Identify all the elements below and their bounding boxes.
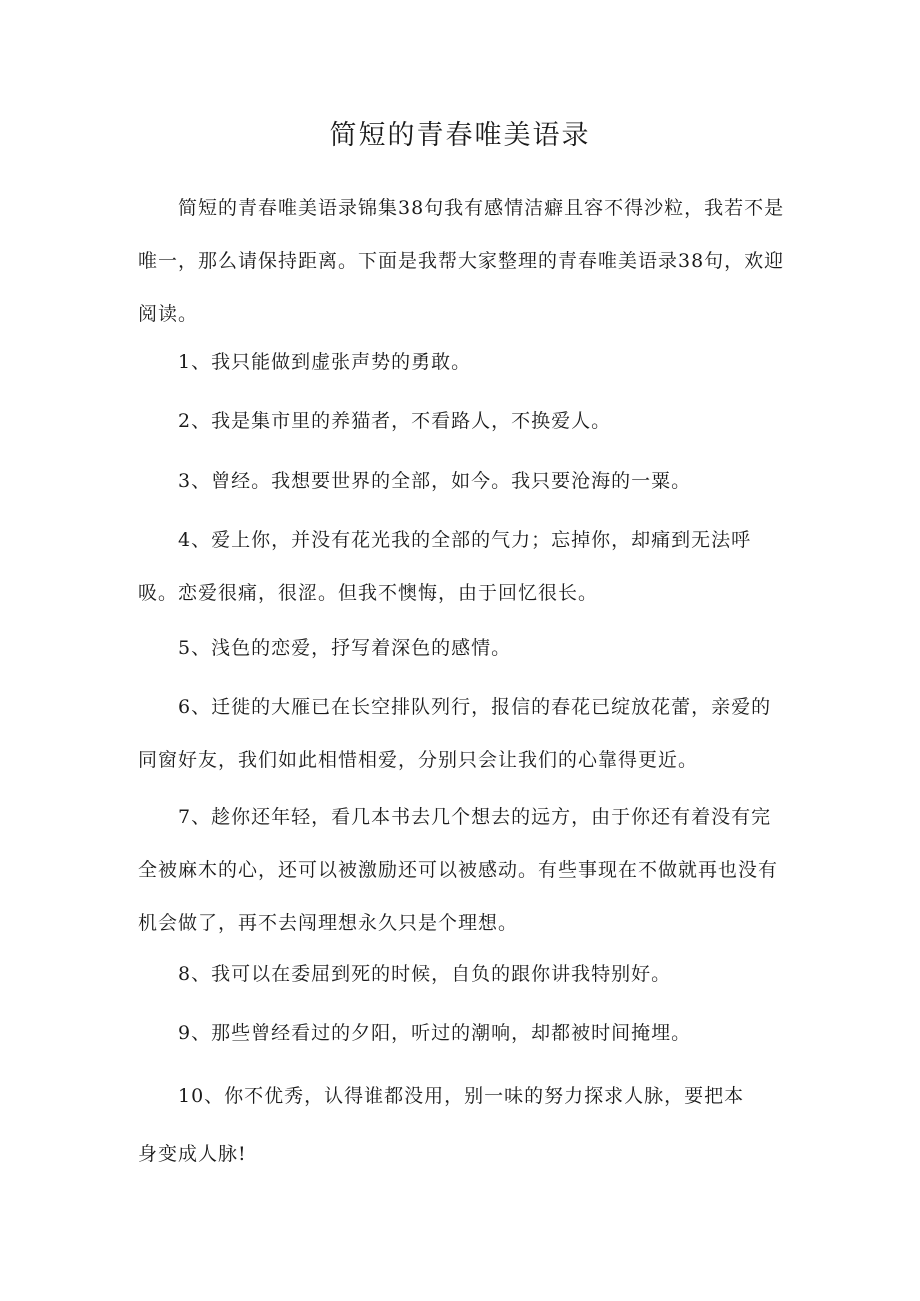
quote-item-4: 4、爱上你，并没有花光我的全部的气力；忘掉你，却痛到无法呼吸。恋爱很痛，很涩。但我不懊悔，由于回忆很长。 bbox=[138, 529, 752, 604]
quote-item-8: 8、我可以在委屈到死的时候，自负的跟你讲我特别好。 bbox=[178, 963, 672, 985]
page-title: 简短的青春唯美语录 bbox=[329, 120, 591, 151]
quote-item-2: 2、我是集市里的养猫者，不看路人，不换爱人。 bbox=[178, 410, 612, 432]
intro-paragraph: 简短的青春唯美语录锦集38句我有感情洁癖且容不得沙粒，我若不是唯一，那么请保持距离。下面是我帮大家整理的青春唯美语录38句，欢迎阅读。 bbox=[138, 197, 785, 325]
quote-item-10: 10、你不优秀，认得谁都没用，别一味的努力探求人脉，要把本身变成人脉! bbox=[138, 1085, 745, 1165]
quote-item-1: 1、我只能做到虚张声势的勇敢。 bbox=[178, 351, 472, 373]
quote-item-7: 7、趁你还年轻，看几本书去几个想去的远方，由于你还有着没有完全被麻木的心，还可以被激励还可以被感动。有些事现在不做就再也没有机会做了，再不去闯理想永久只是个理想。 bbox=[138, 806, 779, 934]
quote-item-9: 9、那些曾经看过的夕阳，听过的潮响，却都被时间掩埋。 bbox=[178, 1022, 692, 1044]
quote-item-3: 3、曾经。我想要世界的全部，如今。我只要沧海的一粟。 bbox=[178, 470, 692, 492]
quote-item-5: 5、浅色的恋爱，抒写着深色的感情。 bbox=[178, 637, 512, 659]
quote-item-6: 6、迁徙的大雁已在长空排队列行，报信的春花已绽放花蕾，亲爱的同窗好友，我们如此相惜相爱，分别只会让我们的心靠得更近。 bbox=[138, 696, 772, 771]
